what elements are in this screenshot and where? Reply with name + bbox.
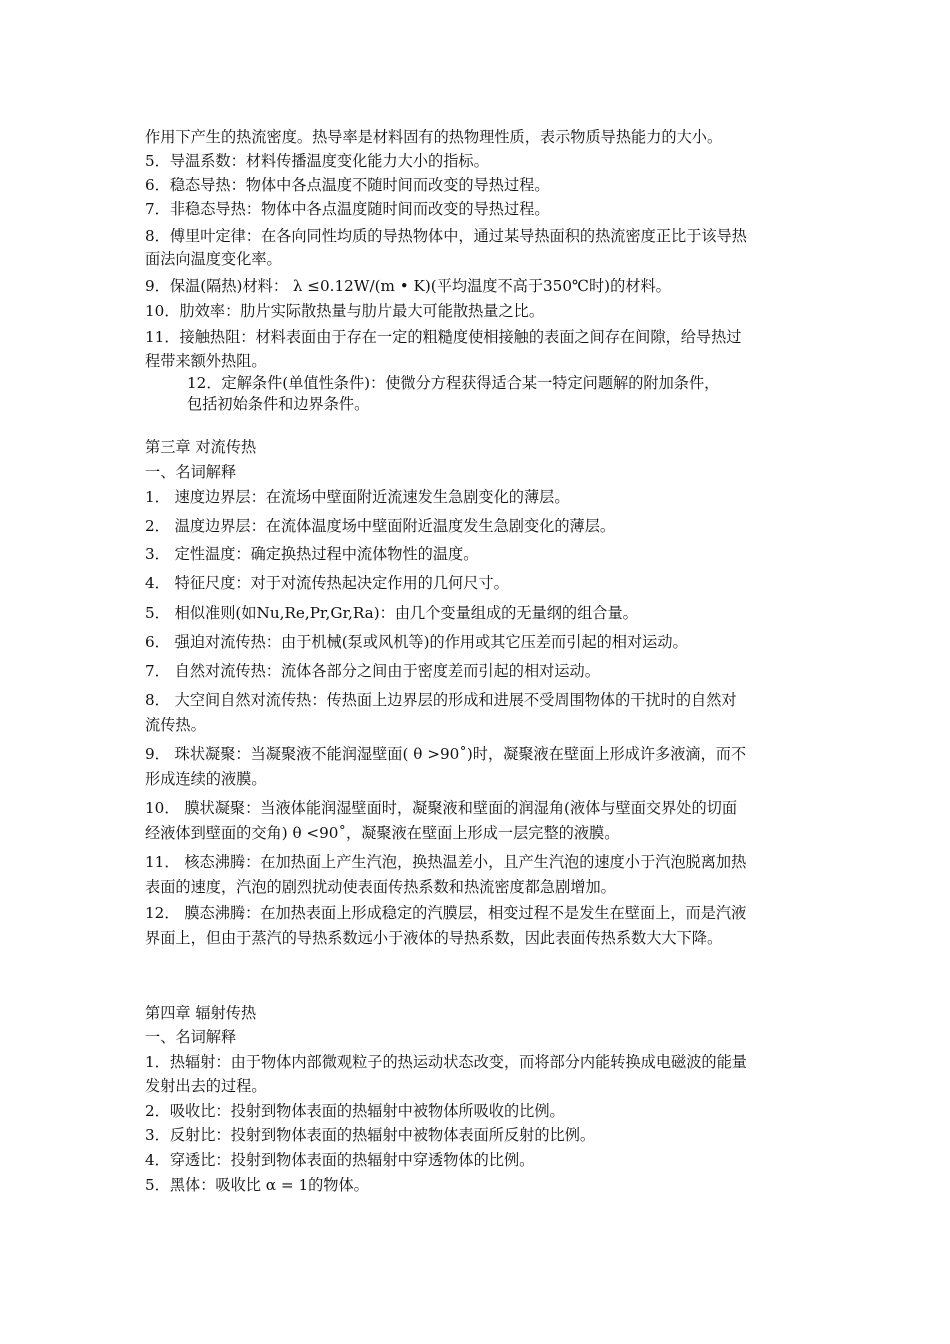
list-item: 10． 膜状凝聚：当液体能润湿壁面时，凝聚液和壁面的润湿角(液体与壁面交界处的切面	[145, 799, 738, 817]
list-item: 9． 珠状凝聚：当凝聚液不能润湿壁面( θ >90˚)时，凝聚液在壁面上形成许多液滴，而不	[145, 745, 747, 763]
list-item-continued: 流传热。	[145, 716, 206, 734]
definition-12-continued: 包括初始条件和边界条件。	[187, 395, 370, 413]
definition-8-continued: 面法向温度变化率。	[145, 250, 282, 268]
list-item: 6． 强迫对流传热：由于机械(泵或风机等)的作用或其它压差而引起的相对运动。	[145, 633, 688, 651]
list-item: 2．吸收比：投射到物体表面的热辐射中被物体所吸收的比例。	[145, 1102, 565, 1120]
list-item: 5．黑体：吸收比 α = 1的物体。	[145, 1176, 369, 1194]
definition-6-steady-conduction: 6．稳态导热：物体中各点温度不随时间而改变的导热过程。	[145, 176, 550, 194]
definition-12-conditions: 12．定解条件(单值性条件)：使微分方程获得适合某一特定问题解的附加条件，	[187, 374, 720, 392]
list-item: 12． 膜态沸腾：在加热表面上形成稳定的汽膜层，相变过程不是发生在壁面上，而是汽液	[145, 904, 747, 922]
definition-9-insulation: 9．保温(隔热)材料： λ ≤0.12W/(m • K)(平均温度不高于350℃时)的材料。	[145, 277, 671, 295]
list-item-continued: 表面的速度，汽泡的剧烈扰动使表面传热系数和热流密度都急剧增加。	[145, 878, 616, 896]
definition-11-continued: 程带来额外热阻。	[145, 352, 267, 370]
list-item: 7． 自然对流传热：流体各部分之间由于密度差而引起的相对运动。	[145, 662, 600, 680]
list-item-continued: 发射出去的过程。	[145, 1077, 267, 1095]
list-item: 11． 核态沸腾：在加热面上产生汽泡，换热温差小，且产生汽泡的速度小于汽泡脱离加热	[145, 853, 747, 871]
definition-5-thermal-diffusivity: 5．导温系数：材料传播温度变化能力大小的指标。	[145, 152, 489, 170]
chapter-3-title: 第三章 对流传热	[145, 438, 257, 456]
list-item-continued: 形成连续的液膜。	[145, 770, 267, 788]
list-item: 4． 特征尺度：对于对流传热起决定作用的几何尺寸。	[145, 574, 509, 592]
list-item: 2． 温度边界层：在流体温度场中壁面附近温度发生急剧变化的薄层。	[145, 517, 616, 535]
list-item: 4．穿透比：投射到物体表面的热辐射中穿透物体的比例。	[145, 1151, 535, 1169]
list-item-continued: 经液体到壁面的交角) θ <90˚，凝聚液在壁面上形成一层完整的液膜。	[145, 824, 620, 842]
definition-10-fin-efficiency: 10．肋效率：肋片实际散热量与肋片最大可能散热量之比。	[145, 302, 545, 320]
list-item: 5． 相似准则(如Nu,Re,Pr,Gr,Ra)：由几个变量组成的无量纲的组合量。	[145, 604, 638, 622]
paragraph-line: 作用下产生的热流密度。热导率是材料固有的热物理性质，表示物质导热能力的大小。	[145, 128, 723, 146]
chapter-3-subtitle: 一、名词解释	[145, 463, 237, 481]
list-item: 8． 大空间自然对流传热：传热面上边界层的形成和进展不受周围物体的干扰时的自然对	[145, 691, 737, 709]
list-item: 1．热辐射：由于物体内部微观粒子的热运动状态改变，而将部分内能转换成电磁波的能量	[145, 1053, 747, 1071]
list-item: 1． 速度边界层：在流场中壁面附近流速发生急剧变化的薄层。	[145, 488, 570, 506]
definition-8-fourier-law: 8．傅里叶定律：在各向同性均质的导热物体中，通过某导热面积的热流密度正比于该导热	[145, 227, 747, 245]
list-item-continued: 界面上，但由于蒸汽的导热系数远小于液体的导热系数，因此表面传热系数大大下降。	[145, 929, 723, 947]
definition-11-contact-resistance: 11．接触热阻：材料表面由于存在一定的粗糙度使相接触的表面之间存在间隙，给导热过	[145, 328, 742, 346]
list-item: 3．反射比：投射到物体表面的热辐射中被物体表面所反射的比例。	[145, 1126, 596, 1144]
list-item: 3． 定性温度：确定换热过程中流体物性的温度。	[145, 545, 479, 563]
definition-7-unsteady-conduction: 7．非稳态导热：物体中各点温度随时间而改变的导热过程。	[145, 200, 550, 218]
chapter-4-subtitle: 一、名词解释	[145, 1028, 237, 1046]
chapter-4-title: 第四章 辐射传热	[145, 1004, 257, 1022]
